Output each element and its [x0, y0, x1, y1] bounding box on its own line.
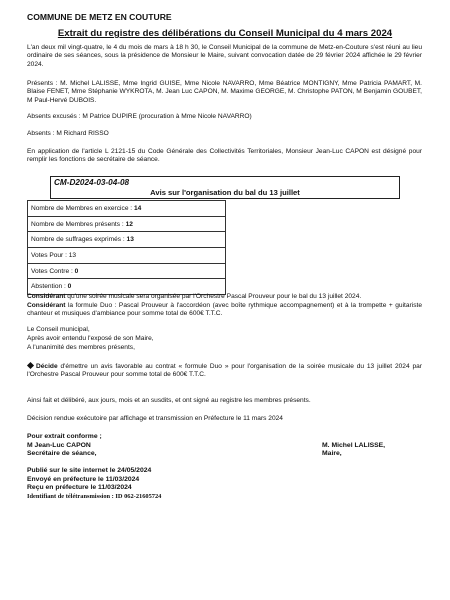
decide-paragraph: Décide d'émettre un avis favorable au contrat « formule Duo » pour l'organisation de la soirée musicale du 13 juillet 2024 par l'Orchestre Pascal Prouveur pour somme total de 600€ T.T.C. [27, 363, 422, 379]
intro-paragraph: L'an deux mil vingt-quatre, le 4 du mois de mars à 18 h 30, le Conseil Municipal de la commune de Metz-en-Couture s'est réuni au lieu ordinaire de ses séances, sous la présidence de Monsieur le Maire, suivant convocation datée de 29 février 2024 affichée le 29 février 2024. [27, 44, 422, 68]
presents-paragraph: Présents : M. Michel LALISSE, Mme Ingrid GUISE, Mme Nicole NAVARRO, Mme Béatrice MONTIGNY, Mme Patricia PAMART, M. Blaise FENET, Mme Stéphanie WYKROTA, M. Jean Luc CAPON, M. Maxime GEORGE, M. Christophe PATON, M Benjamin GOUBET, M Paul-Hervé DUBOIS. [27, 80, 422, 104]
deliberation-reference-box [50, 176, 400, 199]
considerant-paragraph-1: Considérant qu'une soirée musicale sera organisée par l'Orchestre Pascal Prouveur pour le bal du 13 juillet 2024. [27, 293, 362, 300]
deliberation-subject: Avis sur l'organisation du bal du 13 juillet [150, 188, 300, 197]
vote-value: 14 [133, 204, 142, 212]
table-row [28, 263, 226, 279]
council-line-1: Le Conseil municipal, [27, 326, 90, 333]
executoire-paragraph: Décision rendue exécutoire par affichage et transmission en Préfecture le 11 mars 2024 [27, 415, 283, 422]
excuses-line: Absents excusés : M Patrice DUPIRE (procuration à Mme Nicole NAVARRO) [27, 113, 252, 120]
considerant-label: Considérant [27, 301, 66, 309]
table-row [28, 201, 226, 217]
vote-value: 12 [125, 220, 133, 228]
decide-label: Décide [36, 363, 58, 370]
signature-secretary: Pour extrait conforme ; M Jean-Luc CAPON Secrétaire de séance, [27, 433, 102, 458]
vote-value: 13 [126, 236, 134, 244]
publication-block [27, 467, 161, 501]
table-row [28, 232, 226, 248]
document-title: Extrait du registre des délibérations du Conseil Municipal du 4 mars 2024 [57, 28, 393, 39]
commune-name: COMMUNE DE METZ EN COUTURE [27, 12, 172, 22]
closing-paragraph: Ainsi fait et délibéré, aux jours, mois et an susdits, et ont signé au registre les membres présents. [27, 397, 311, 404]
vote-value: 0 [74, 267, 79, 275]
vote-value: 13 [68, 251, 77, 259]
vote-label: Votes Pour : [31, 251, 69, 259]
table-row [28, 248, 226, 264]
published-line: Publié sur le site internet le 24/05/2024 [27, 467, 152, 474]
vote-label: Nombre de Membres en exercice : [31, 204, 134, 212]
absents-line: Absents : M Richard RISSO [27, 130, 109, 137]
vote-value: 0 [67, 283, 72, 291]
council-line-2: Après avoir entendu l'exposé de son Maire, [27, 335, 154, 342]
votes-table [27, 200, 226, 295]
considerant-label: Considérant [27, 293, 66, 300]
bullet-diamond-icon [27, 362, 34, 369]
received-prefecture-line: Reçu en préfecture le 11/03/2024 [27, 484, 132, 492]
teletransmission-id: Identifiant de télétransmission : ID 062-21605724 [27, 492, 162, 500]
secretary-paragraph: En application de l'article L 2121-15 du Code Générale des Collectivités Territoriales, Monsieur Jean-Luc CAPON est désigné pour remplir les fonctions de secrétaire de séance. [27, 148, 422, 164]
vote-label: Nombre de Membres présents : [31, 220, 126, 228]
vote-label: Nombre de suffrages exprimés : [31, 236, 127, 244]
table-row [28, 216, 226, 232]
vote-label: Votes Contre : [31, 267, 75, 275]
vote-label: Abstention : [31, 283, 68, 291]
considerant-paragraph-2: Considérant la formule Duo : Pascal Prouveur à l'accordéon (avec boîte rythmique accompagnement) et à la trompette + guitariste chanteur et musiques d'ambiance pour somme total de 600€ T.T.C. [27, 301, 422, 317]
deliberation-code: CM-D2024-03-04-08 [54, 178, 130, 187]
council-line-3: A l'unanimité des membres présents, [27, 344, 135, 351]
signature-mayor: M. Michel LALISSE, Maire, [322, 441, 386, 458]
sent-prefecture-line: Envoyé en préfecture le 11/03/2024 [27, 475, 140, 483]
